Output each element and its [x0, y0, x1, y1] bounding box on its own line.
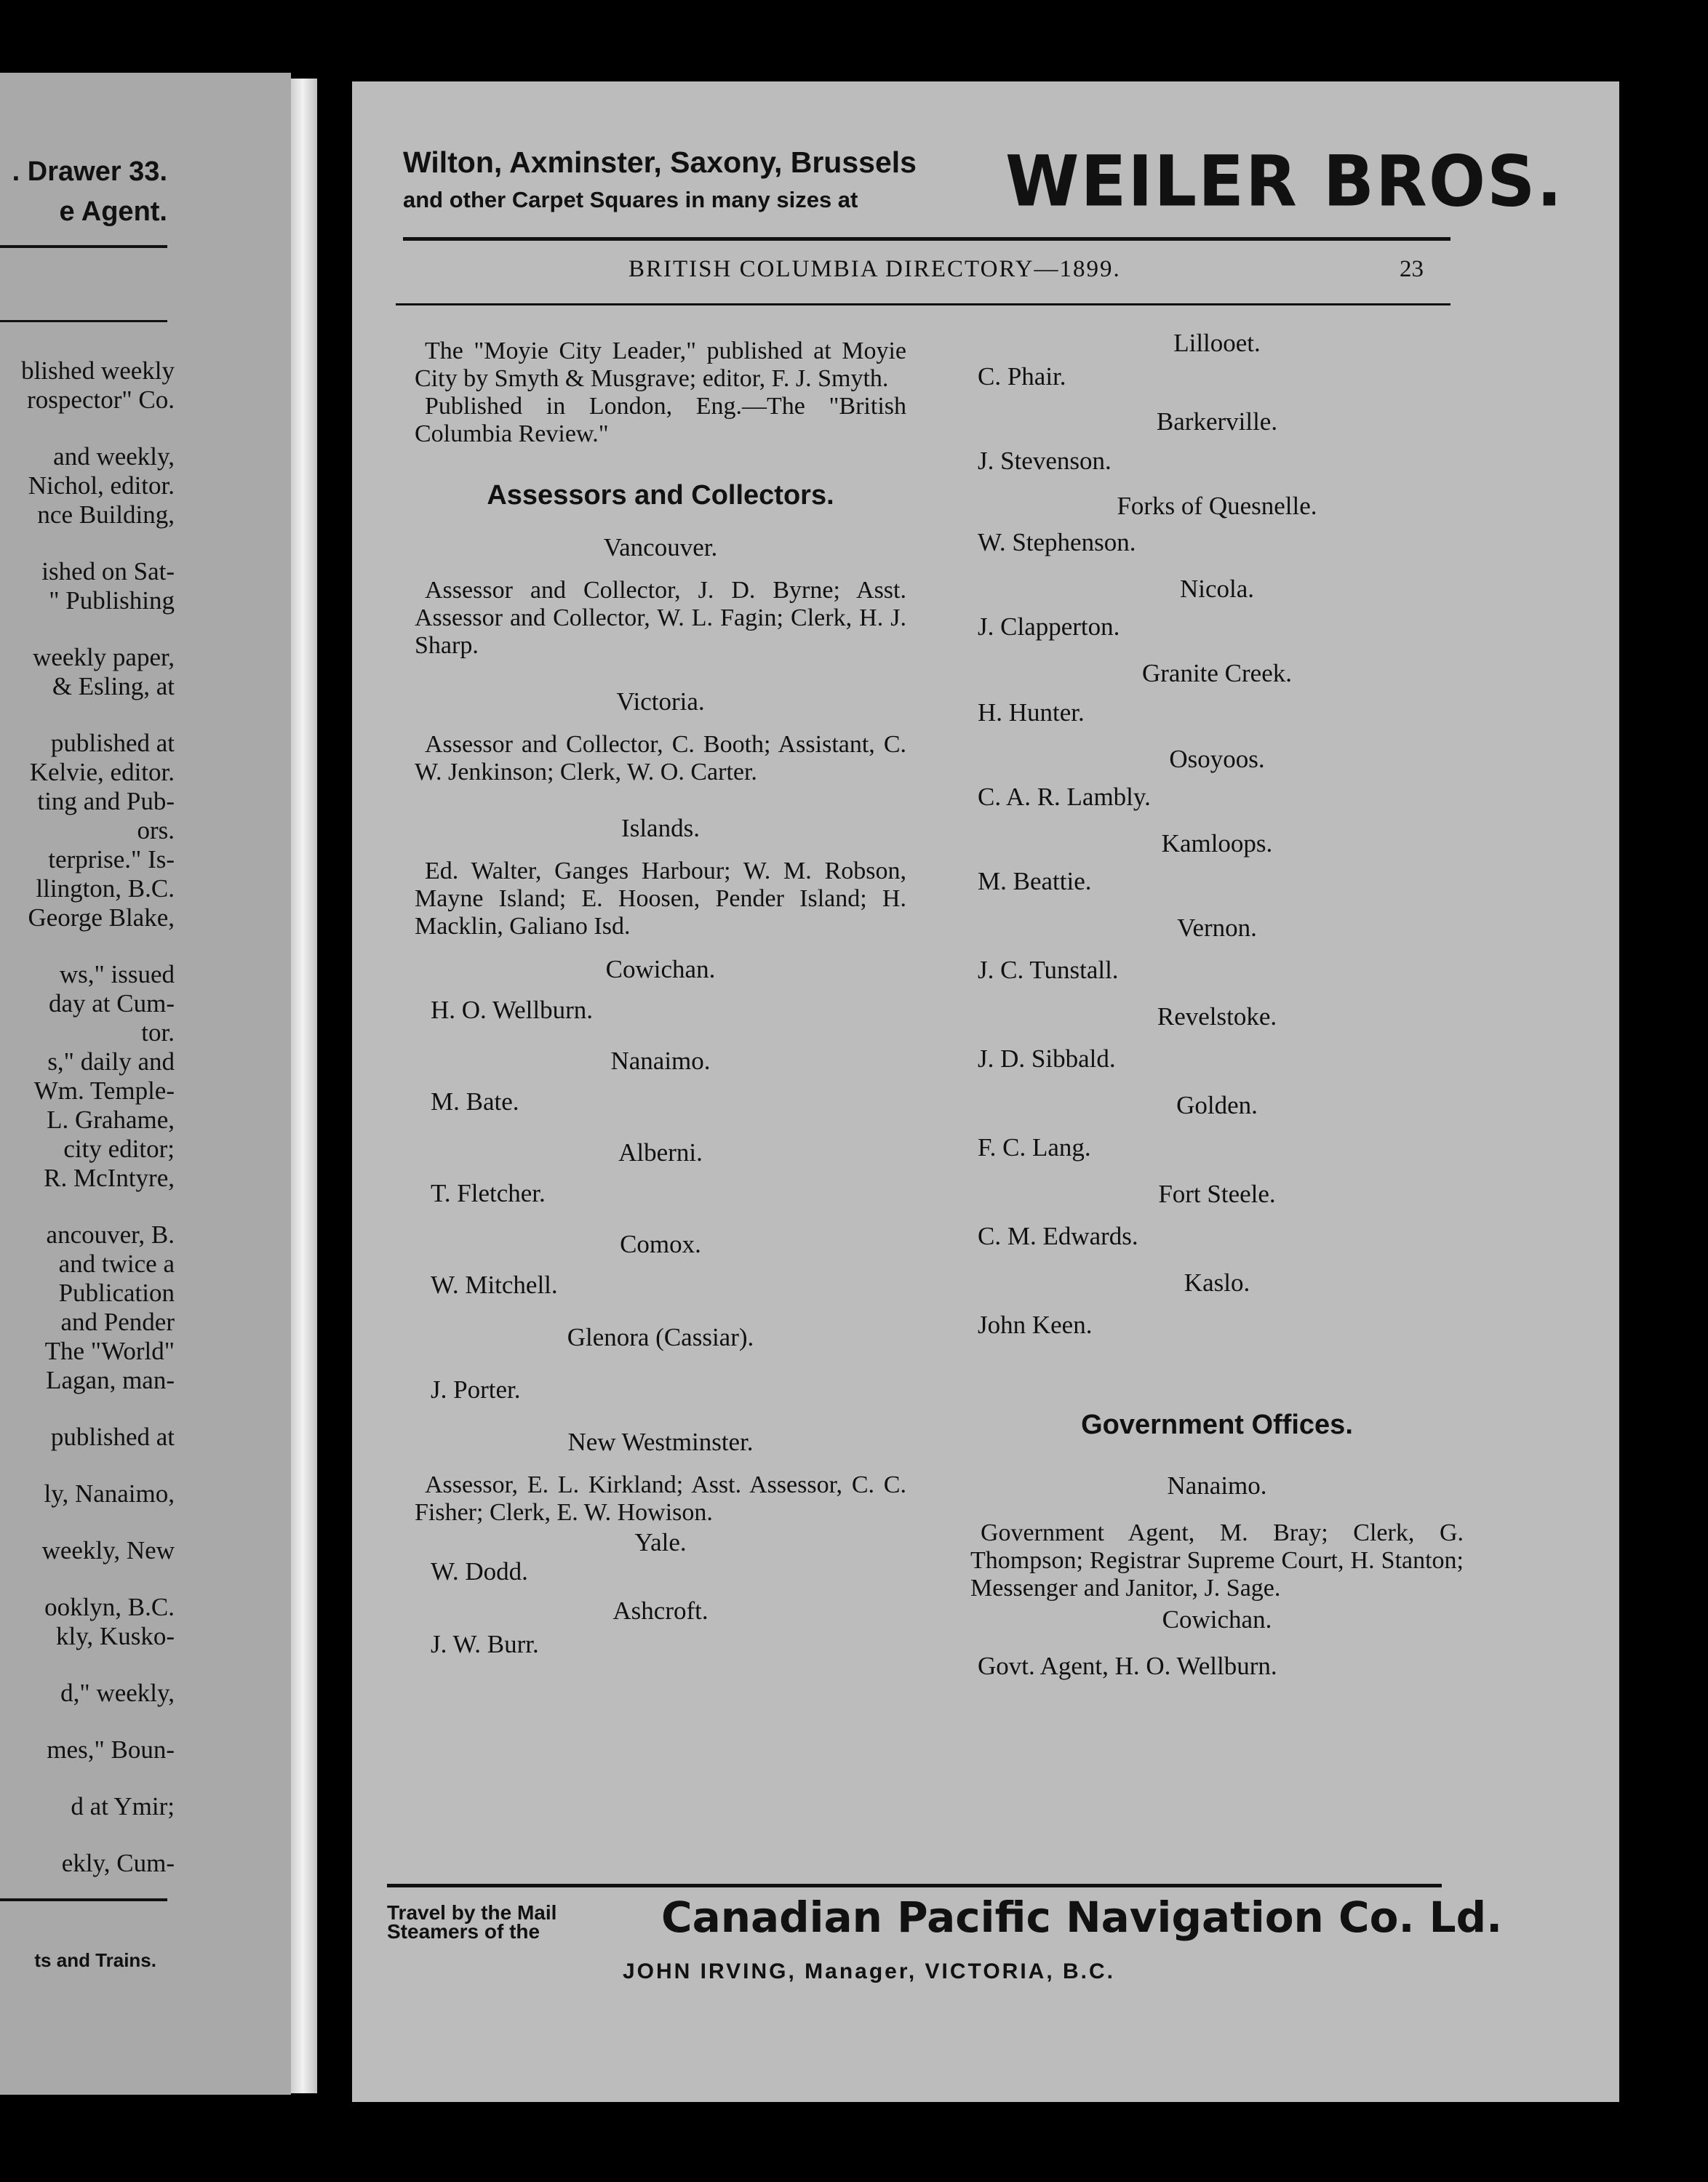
left-page-line: George Blake, — [28, 903, 175, 932]
travel-advert-lead — [387, 1903, 556, 1941]
ad-line-2: and other Carpet Squares in many sizes at — [403, 187, 858, 212]
left-page-line: weekly, New — [41, 1536, 175, 1564]
left-page-line: nce Building, — [37, 500, 175, 529]
place-heading: Golden. — [1176, 1091, 1258, 1119]
place-heading: Comox. — [620, 1230, 701, 1258]
left-column — [415, 337, 906, 1659]
left-page-gap — [0, 1708, 175, 1735]
place-heading: Revelstoke. — [1157, 1002, 1277, 1031]
left-page-line: ooklyn, B.C. — [44, 1593, 175, 1621]
left-page-line: & Esling, at — [52, 672, 175, 700]
left-page-line: ly, Nanaimo, — [44, 1479, 175, 1508]
left-page-line: weekly paper, — [33, 643, 175, 671]
ad-line-1: Wilton, Axminster, Saxony, Brussels — [403, 145, 917, 179]
left-page-line: R. McIntyre, — [44, 1164, 175, 1192]
left-page-rule — [0, 245, 167, 248]
place-heading: Nanaimo. — [1167, 1471, 1267, 1500]
left-page-rule — [0, 320, 167, 322]
left-page-line: ancouver, B. — [46, 1220, 175, 1249]
paragraph: The "Moyie City Leader," published at Moyie City by Smyth & Musgrave; editor, F. J. Smyth. — [415, 337, 906, 392]
place-heading: Glenora (Cassiar). — [567, 1323, 754, 1351]
left-page-line: L. Grahame, — [47, 1106, 175, 1134]
left-page-line: The "World" — [44, 1337, 175, 1365]
paragraph: Government Agent, M. Bray; Clerk, G. Thompson; Registrar Supreme Court, H. Stanton; Messenger and Janitor, J. Sage. — [970, 1519, 1464, 1602]
left-page-line: terprise." Is- — [48, 845, 175, 874]
footer-rule — [387, 1884, 1442, 1887]
left-page-line: ting and Pub- — [37, 787, 175, 815]
left-page-line: city editor; — [63, 1135, 175, 1163]
previous-page-fragment — [0, 73, 291, 2095]
left-page-gap — [0, 1508, 175, 1536]
officer-name: W. Mitchell. — [431, 1271, 558, 1299]
place-heading: New Westminster. — [567, 1428, 754, 1456]
left-page-line: published at — [50, 729, 175, 757]
left-page-line: Kelvie, editor. — [29, 758, 175, 786]
officer-name: C. A. R. Lambly. — [978, 783, 1151, 811]
place-heading: Yale. — [634, 1528, 687, 1556]
place-heading: Nicola. — [1179, 575, 1255, 603]
place-heading: Victoria. — [616, 687, 705, 716]
left-page-line: tor. — [141, 1018, 175, 1047]
paragraph: Assessor and Collector, J. D. Byrne; Asst. Assessor and Collector, W. L. Fagin; Clerk, H. J. Sharp. — [415, 577, 906, 659]
officer-name: Govt. Agent, H. O. Wellburn. — [978, 1652, 1277, 1680]
left-page-line: ished on Sat- — [41, 557, 175, 586]
right-column — [970, 329, 1464, 1681]
left-page-line: kly, Kusko- — [55, 1622, 175, 1650]
officer-name: H. O. Wellburn. — [431, 996, 594, 1024]
officer-name: F. C. Lang. — [978, 1133, 1091, 1162]
left-page-gap — [0, 1821, 175, 1849]
left-page-line: Nichol, editor. — [28, 471, 175, 500]
left-page-text — [0, 356, 175, 1878]
left-page-line: published at — [50, 1423, 175, 1451]
place-heading: Vancouver. — [603, 533, 718, 562]
officer-name: C. Phair. — [978, 362, 1066, 391]
left-page-line: blished weekly — [21, 356, 175, 385]
left-page-header-line-2: e Agent. — [59, 196, 167, 227]
left-page-line: Lagan, man- — [46, 1366, 175, 1394]
left-page-line: and Pender — [60, 1308, 175, 1336]
left-page-line: Wm. Temple- — [33, 1076, 175, 1105]
place-heading: Lillooet. — [1173, 329, 1261, 357]
travel-advert-lead-line-2: Steamers of the — [387, 1920, 540, 1943]
place-heading: Barkerville. — [1156, 407, 1278, 436]
left-page-footer: ts and Trains. — [34, 1949, 156, 1971]
left-page-line: ors. — [137, 816, 175, 844]
left-page-line: s," daily and — [47, 1047, 175, 1076]
left-page-gap — [0, 701, 175, 729]
officer-name: J. Stevenson. — [978, 447, 1112, 475]
officer-name: W. Stephenson. — [978, 528, 1136, 556]
place-heading: Cowichan. — [1162, 1605, 1272, 1634]
book-gutter — [291, 79, 317, 2093]
officer-name: M. Beattie. — [978, 867, 1092, 895]
officer-name: J. D. Sibbald. — [978, 1044, 1116, 1073]
left-page-line: llington, B.C. — [36, 874, 175, 903]
ad-brand: WEILER BROS. — [1005, 140, 1564, 223]
section-heading: Government Offices. — [1081, 1410, 1353, 1440]
officer-name: J. Porter. — [431, 1375, 521, 1404]
place-heading: Granite Creek. — [1141, 659, 1293, 687]
paragraph: Published in London, Eng.—The "British Columbia Review." — [415, 393, 906, 447]
left-page-line: d," weekly, — [60, 1679, 175, 1707]
left-page-gap — [0, 1765, 175, 1792]
officer-name: J. Clapperton. — [978, 612, 1120, 641]
place-heading: Nanaimo. — [610, 1047, 711, 1075]
place-heading: Fort Steele. — [1158, 1180, 1276, 1208]
left-page-gap — [0, 932, 175, 960]
officer-name: T. Fletcher. — [431, 1179, 546, 1207]
directory-page — [352, 81, 1619, 2102]
left-page-line: ekly, Cum- — [61, 1849, 175, 1877]
left-page-line: day at Cum- — [48, 989, 175, 1018]
officer-name: H. Hunter. — [978, 698, 1085, 727]
carpet-advertisement — [403, 145, 917, 213]
place-heading: Kaslo. — [1184, 1268, 1250, 1297]
officer-name: J. C. Tunstall. — [978, 956, 1119, 984]
left-page-gap — [0, 615, 175, 643]
officer-name: W. Dodd. — [431, 1557, 528, 1586]
place-heading: Kamloops. — [1161, 829, 1273, 858]
officer-name: C. M. Edwards. — [978, 1222, 1138, 1250]
officer-name: M. Bate. — [431, 1087, 519, 1116]
navigation-company-manager: JOHN IRVING, Manager, VICTORIA, B.C. — [623, 1959, 1116, 1983]
left-page-line: rospector" Co. — [27, 385, 175, 414]
left-page-line: " Publishing — [49, 586, 175, 615]
officer-name: John Keen. — [978, 1311, 1093, 1339]
left-page-line: and weekly, — [53, 442, 175, 471]
paragraph: Assessor, E. L. Kirkland; Asst. Assessor, C. C. Fisher; Clerk, E. W. Howison. — [415, 1471, 906, 1526]
left-page-line: mes," Boun- — [47, 1735, 175, 1764]
left-page-gap — [0, 529, 175, 557]
running-head: BRITISH COLUMBIA DIRECTORY—1899. — [628, 256, 1121, 282]
left-page-gap — [0, 1651, 175, 1679]
place-heading: Cowichan. — [605, 955, 716, 983]
header-rule — [403, 237, 1450, 241]
left-page-header-line-1: . Drawer 33. — [12, 156, 167, 187]
left-page-line: and twice a — [58, 1250, 175, 1278]
page-number: 23 — [1400, 256, 1424, 282]
place-heading: Forks of Quesnelle. — [1117, 492, 1317, 520]
header-rule — [396, 303, 1450, 305]
left-page-gap — [0, 1452, 175, 1479]
paragraph: Assessor and Collector, C. Booth; Assistant, C. W. Jenkinson; Clerk, W. O. Carter. — [415, 731, 906, 786]
left-page-line: ws," issued — [59, 960, 175, 988]
officer-name: J. W. Burr. — [431, 1630, 539, 1658]
place-heading: Osoyoos. — [1169, 745, 1265, 773]
place-heading: Alberni. — [618, 1138, 703, 1167]
left-page-rule — [0, 1898, 167, 1901]
paragraph: Ed. Walter, Ganges Harbour; W. M. Robson, Mayne Island; E. Hoosen, Pender Island; H. Macklin, Galiano Isd. — [415, 858, 906, 940]
section-heading: Assessors and Collectors. — [487, 480, 834, 511]
left-page-gap — [0, 1565, 175, 1593]
travel-advert-lead-line-1: Travel by the Mail — [387, 1901, 557, 1924]
place-heading: Vernon. — [1177, 914, 1257, 942]
left-page-line: d at Ymir; — [71, 1792, 175, 1821]
navigation-company-name: Canadian Pacific Navigation Co. Ld. — [661, 1893, 1503, 1942]
left-page-gap — [0, 1193, 175, 1220]
left-page-gap — [0, 415, 175, 442]
place-heading: Ashcroft. — [612, 1596, 709, 1625]
place-heading: Islands. — [621, 814, 700, 842]
gutter-shadow — [317, 79, 354, 2093]
left-page-gap — [0, 1395, 175, 1423]
left-page-line: Publication — [58, 1279, 175, 1307]
